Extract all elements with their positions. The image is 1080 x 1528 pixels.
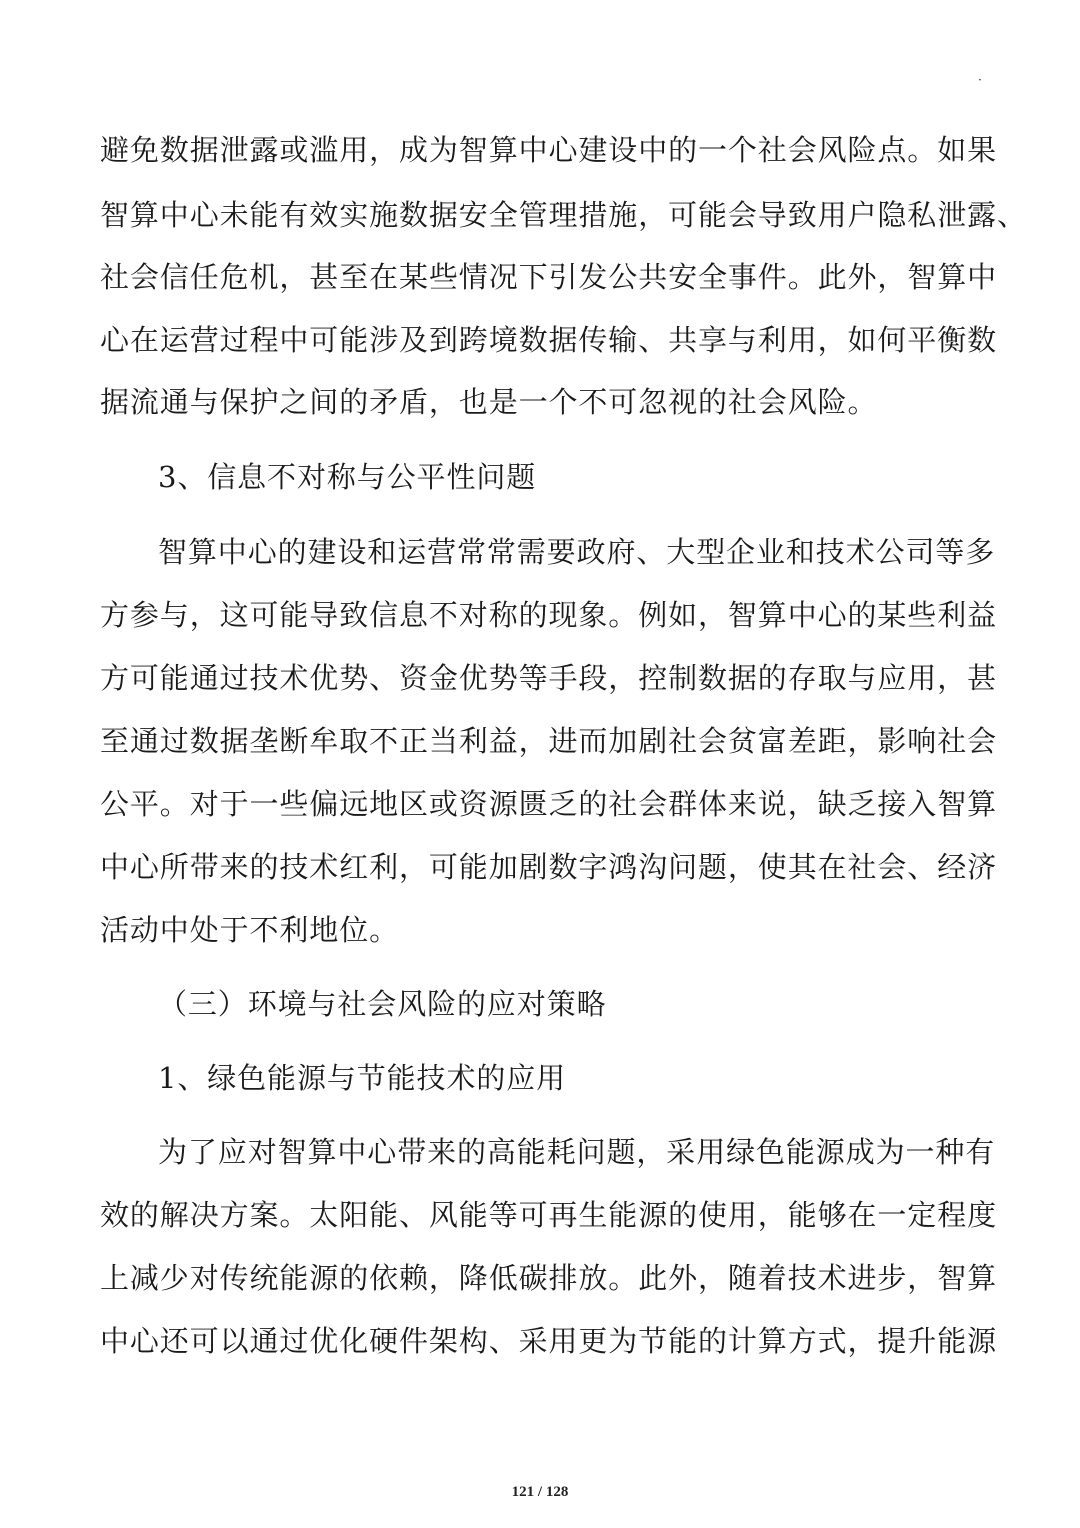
- corner-mark: ·: [978, 73, 982, 87]
- paragraph-3-line: 为了应对智算中心带来的高能耗问题，采用绿色能源成为一种有: [158, 1135, 996, 1169]
- paragraph-3-line: 效的解决方案。太阳能、风能等可再生能源的使用，能够在一定程度: [100, 1198, 998, 1232]
- paragraph-2-line: 方可能通过技术优势、资金优势等手段，控制数据的存取与应用，甚: [100, 661, 998, 695]
- subsection-heading-3: 3、信息不对称与公平性问题: [158, 460, 537, 494]
- paragraph-2-line: 公平。对于一些偏远地区或资源匮乏的社会群体来说，缺乏接入智算: [100, 787, 998, 821]
- page-number: 121 / 128: [511, 1484, 569, 1500]
- paragraph-1-line: 据流通与保护之间的矛盾，也是一个不可忽视的社会风险。: [100, 385, 878, 419]
- paragraph-3-line: 中心还可以通过优化硬件架构、采用更为节能的计算方式，提升能源: [100, 1324, 998, 1358]
- paragraph-2-line: 至通过数据垄断牟取不正当利益，进而加剧社会贫富差距，影响社会: [100, 724, 998, 758]
- paragraph-1-line: 社会信任危机，甚至在某些情况下引发公共安全事件。此外，智算中: [100, 260, 998, 294]
- paragraph-3-line: 上减少对传统能源的依赖，降低碳排放。此外，随着技术进步，智算: [100, 1261, 998, 1295]
- paragraph-1-line: 避免数据泄露或滥用，成为智算中心建设中的一个社会风险点。如果: [100, 133, 998, 167]
- paragraph-1-line: 心在运营过程中可能涉及到跨境数据传输、共享与利用，如何平衡数: [100, 323, 998, 357]
- paragraph-2-line: 中心所带来的技术红利，可能加剧数字鸿沟问题，使其在社会、经济: [100, 850, 998, 884]
- subsection-heading-1: 1、绿色能源与节能技术的应用: [158, 1061, 567, 1095]
- paragraph-1-line: 智算中心未能有效实施数据安全管理措施，可能会导致用户隐私泄露、: [100, 198, 1027, 232]
- paragraph-2-line: 活动中处于不利地位。: [100, 913, 400, 947]
- paragraph-2-line: 方参与，这可能导致信息不对称的现象。例如，智算中心的某些利益: [100, 598, 998, 632]
- paragraph-2-line: 智算中心的建设和运营常常需要政府、大型企业和技术公司等多: [158, 535, 996, 569]
- section-heading: （三）环境与社会风险的应对策略: [158, 987, 607, 1021]
